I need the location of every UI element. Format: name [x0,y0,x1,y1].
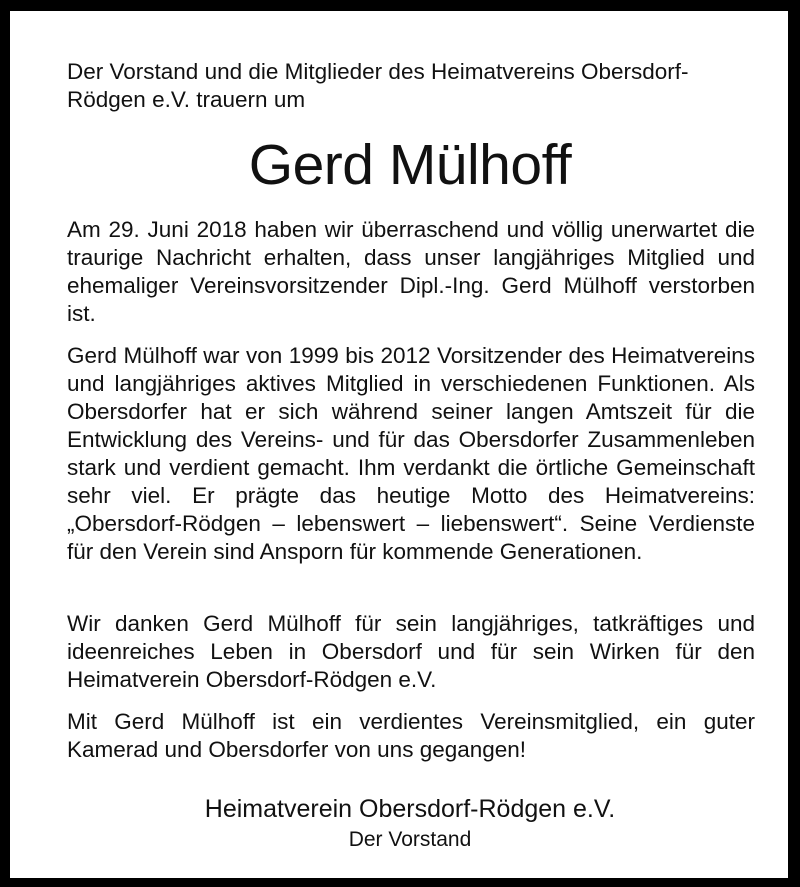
intro-text: Der Vorstand und die Mitglieder des Heimatvereins Obersdorf-Rödgen e.V. trauern um [67,59,689,112]
paragraph-4: Mit Gerd Mülhoff ist ein verdientes Vereinsmitglied, ein guter Kamerad und Obersdorfer von uns gegangen! [67,709,755,762]
paragraph-2: Gerd Mülhoff war von 1999 bis 2012 Vorsitzender des Heimatvereins und langjähriges aktives Mitglied in verschiedenen Funktionen. Als Obersdorfer hat er sich während seiner langen Amtszeit für die Entwicklung des Vereins- und für das Obersdorfer Zusammenleben stark und verdient gemacht. Ihm verdankt die örtliche Gemeinschaft sehr viel. Er prägte das heutige Motto des Heimatvereins: „Obersdorf-Rödgen – lebenswert – liebenswert“. Seine Verdienste für den Verein sind Ansporn für kommende Generationen. [67,343,755,564]
signature-role: Der Vorstand [348,828,472,851]
paragraph-3: Wir danken Gerd Mülhoff für sein langjähriges, tatkräftiges und ideenreiches Leben in Obersdorf und für sein Wirken für den Heimatverein Obersdorf-Rödgen e.V. [67,611,755,692]
deceased-name: Gerd Mülhoff [248,133,572,197]
paragraph-1: Am 29. Juni 2018 haben wir überraschend und völlig unerwartet die traurige Nachricht erhalten, dass unser langjähriges Mitglied und ehemaliger Vereinsvorsitzender Dipl.-Ing. Gerd Mülhoff verstorben ist. [67,217,755,326]
signature-organization: Heimatverein Obersdorf-Rödgen e.V. [204,795,616,823]
